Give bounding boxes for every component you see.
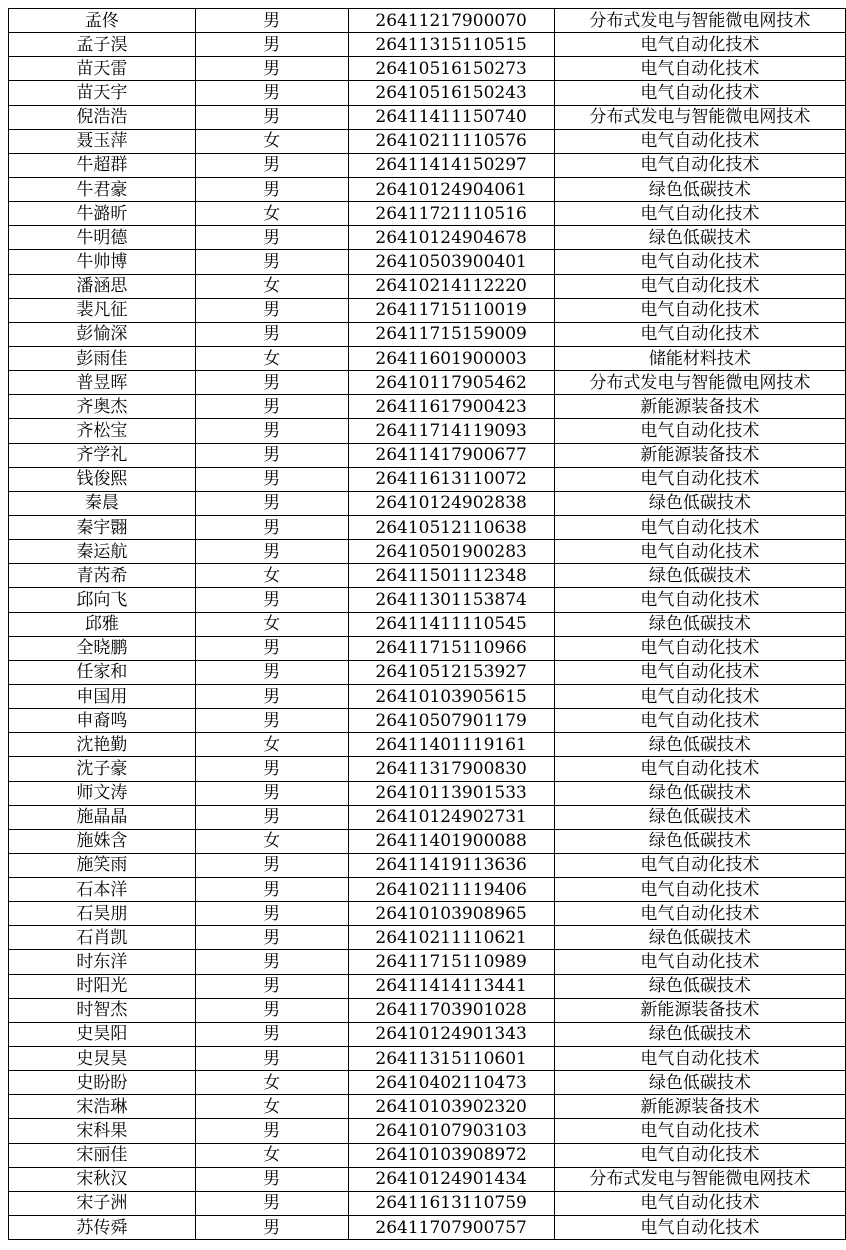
gender-cell: 男 [195,298,348,322]
major-cell: 电气自动化技术 [554,853,845,877]
exam-id-cell: 26411715159009 [348,322,554,346]
gender-cell: 男 [195,998,348,1022]
major-cell: 电气自动化技术 [554,467,845,491]
major-cell: 电气自动化技术 [554,129,845,153]
exam-id-cell: 26411703901028 [348,998,554,1022]
table-row [9,153,846,177]
name-cell: 宋秋汉 [9,1167,196,1191]
gender-cell: 男 [195,467,348,491]
major-cell: 绿色低碳技术 [554,1071,845,1095]
name-cell: 施姝含 [9,829,196,853]
table-row [9,853,846,877]
major-cell: 电气自动化技术 [554,709,845,733]
name-cell: 苗天雷 [9,57,196,81]
gender-cell: 男 [195,853,348,877]
table-row [9,129,846,153]
name-cell: 申裔鸣 [9,709,196,733]
exam-id-cell: 26411217900070 [348,9,554,33]
exam-id-cell: 26410124904061 [348,177,554,201]
table-row [9,950,846,974]
gender-cell: 女 [195,829,348,853]
exam-id-cell: 26411419113636 [348,853,554,877]
exam-id-cell: 26410211110621 [348,926,554,950]
exam-id-cell: 26411613110759 [348,1191,554,1215]
table-row [9,443,846,467]
table-row [9,226,846,250]
gender-cell: 男 [195,1047,348,1071]
major-cell: 电气自动化技术 [554,950,845,974]
table-row [9,274,846,298]
gender-cell: 男 [195,491,348,515]
exam-id-cell: 26410124902731 [348,805,554,829]
exam-id-cell: 26411315110601 [348,1047,554,1071]
major-cell: 电气自动化技术 [554,419,845,443]
exam-id-cell: 26410516150243 [348,81,554,105]
name-cell: 牛潞昕 [9,202,196,226]
name-cell: 秦晨 [9,491,196,515]
table-row [9,33,846,57]
exam-id-cell: 26410103908972 [348,1143,554,1167]
name-cell: 苗天宇 [9,81,196,105]
exam-id-cell: 26411401900088 [348,829,554,853]
table-row [9,419,846,443]
major-cell: 新能源装备技术 [554,998,845,1022]
name-cell: 史昊阳 [9,1022,196,1046]
name-cell: 钱俊熙 [9,467,196,491]
table-row [9,467,846,491]
name-cell: 石昊朋 [9,902,196,926]
name-cell: 牛超群 [9,153,196,177]
exam-id-cell: 26410103902320 [348,1095,554,1119]
table-row [9,540,846,564]
major-cell: 电气自动化技术 [554,57,845,81]
gender-cell: 女 [195,1143,348,1167]
major-cell: 储能材料技术 [554,346,845,370]
table-row [9,660,846,684]
exam-id-cell: 26410103905615 [348,684,554,708]
exam-id-cell: 26410512153927 [348,660,554,684]
exam-id-cell: 26410211110576 [348,129,554,153]
name-cell: 彭愉深 [9,322,196,346]
major-cell: 绿色低碳技术 [554,1022,845,1046]
name-cell: 牛明德 [9,226,196,250]
major-cell: 分布式发电与智能微电网技术 [554,9,845,33]
name-cell: 时东洋 [9,950,196,974]
exam-id-cell: 26410214112220 [348,274,554,298]
major-cell: 电气自动化技术 [554,1119,845,1143]
gender-cell: 男 [195,395,348,419]
table-row [9,371,846,395]
name-cell: 宋子洲 [9,1191,196,1215]
table-row [9,805,846,829]
gender-cell: 男 [195,805,348,829]
name-cell: 全晓鹏 [9,636,196,660]
name-cell: 苏传舜 [9,1216,196,1240]
major-cell: 电气自动化技术 [554,902,845,926]
name-cell: 邱雅 [9,612,196,636]
exam-id-cell: 26410124901343 [348,1022,554,1046]
gender-cell: 男 [195,57,348,81]
gender-cell: 男 [195,660,348,684]
table-row [9,1047,846,1071]
name-cell: 宋科果 [9,1119,196,1143]
name-cell: 牛帅博 [9,250,196,274]
name-cell: 齐奥杰 [9,395,196,419]
table-row [9,298,846,322]
major-cell: 绿色低碳技术 [554,829,845,853]
gender-cell: 男 [195,974,348,998]
name-cell: 师文涛 [9,781,196,805]
exam-id-cell: 26411315110515 [348,33,554,57]
table-row [9,1216,846,1240]
table-row [9,81,846,105]
table-row [9,757,846,781]
name-cell: 齐学礼 [9,443,196,467]
exam-id-cell: 26410117905462 [348,371,554,395]
exam-id-cell: 26411613110072 [348,467,554,491]
major-cell: 电气自动化技术 [554,153,845,177]
gender-cell: 男 [195,33,348,57]
major-cell: 新能源装备技术 [554,1095,845,1119]
table-row [9,684,846,708]
major-cell: 电气自动化技术 [554,540,845,564]
exam-id-cell: 26411715110966 [348,636,554,660]
exam-id-cell: 26410124902838 [348,491,554,515]
gender-cell: 女 [195,274,348,298]
gender-cell: 男 [195,371,348,395]
exam-id-cell: 26411501112348 [348,564,554,588]
name-cell: 时阳光 [9,974,196,998]
table-row [9,1143,846,1167]
gender-cell: 男 [195,1119,348,1143]
major-cell: 绿色低碳技术 [554,491,845,515]
exam-id-cell: 26411417900677 [348,443,554,467]
exam-id-cell: 26411617900423 [348,395,554,419]
gender-cell: 女 [195,202,348,226]
gender-cell: 男 [195,9,348,33]
exam-id-cell: 26410503900401 [348,250,554,274]
major-cell: 分布式发电与智能微电网技术 [554,371,845,395]
major-cell: 绿色低碳技术 [554,226,845,250]
gender-cell: 男 [195,902,348,926]
gender-cell: 女 [195,1071,348,1095]
gender-cell: 男 [195,226,348,250]
major-cell: 电气自动化技术 [554,1191,845,1215]
exam-id-cell: 26411317900830 [348,757,554,781]
major-cell: 电气自动化技术 [554,202,845,226]
name-cell: 沈子豪 [9,757,196,781]
table-row [9,829,846,853]
gender-cell: 女 [195,129,348,153]
name-cell: 任家和 [9,660,196,684]
major-cell: 电气自动化技术 [554,636,845,660]
exam-id-cell: 26410516150273 [348,57,554,81]
name-cell: 秦宇翾 [9,515,196,539]
table-row [9,926,846,950]
name-cell: 时智杰 [9,998,196,1022]
table-row [9,346,846,370]
major-cell: 电气自动化技术 [554,515,845,539]
exam-id-cell: 26410107903103 [348,1119,554,1143]
student-list-table [8,8,846,1240]
name-cell: 齐松宝 [9,419,196,443]
major-cell: 分布式发电与智能微电网技术 [554,1167,845,1191]
exam-id-cell: 26411411110545 [348,612,554,636]
table-row [9,1119,846,1143]
major-cell: 电气自动化技术 [554,1143,845,1167]
major-cell: 电气自动化技术 [554,33,845,57]
gender-cell: 女 [195,564,348,588]
name-cell: 裴凡征 [9,298,196,322]
name-cell: 秦运航 [9,540,196,564]
table-row [9,57,846,81]
exam-id-cell: 26410124901434 [348,1167,554,1191]
table-row [9,878,846,902]
gender-cell: 男 [195,515,348,539]
major-cell: 绿色低碳技术 [554,926,845,950]
gender-cell: 男 [195,81,348,105]
major-cell: 电气自动化技术 [554,878,845,902]
gender-cell: 男 [195,757,348,781]
name-cell: 青芮希 [9,564,196,588]
table-row [9,588,846,612]
gender-cell: 男 [195,1216,348,1240]
name-cell: 宋浩琳 [9,1095,196,1119]
table-row [9,1022,846,1046]
name-cell: 石本洋 [9,878,196,902]
exam-id-cell: 26410124904678 [348,226,554,250]
gender-cell: 男 [195,709,348,733]
major-cell: 电气自动化技术 [554,684,845,708]
gender-cell: 男 [195,684,348,708]
major-cell: 电气自动化技术 [554,298,845,322]
exam-id-cell: 26411707900757 [348,1216,554,1240]
exam-id-cell: 26411301153874 [348,588,554,612]
gender-cell: 男 [195,588,348,612]
name-cell: 史炅昊 [9,1047,196,1071]
table-row [9,1095,846,1119]
gender-cell: 女 [195,733,348,757]
name-cell: 史盼盼 [9,1071,196,1095]
exam-id-cell: 26411414150297 [348,153,554,177]
major-cell: 电气自动化技术 [554,1216,845,1240]
gender-cell: 男 [195,443,348,467]
table-body [9,9,846,1240]
gender-cell: 女 [195,612,348,636]
gender-cell: 男 [195,950,348,974]
table-row [9,322,846,346]
table-row [9,105,846,129]
table-row [9,636,846,660]
exam-id-cell: 26410512110638 [348,515,554,539]
table-row [9,902,846,926]
name-cell: 倪浩浩 [9,105,196,129]
exam-id-cell: 26411715110019 [348,298,554,322]
table-row [9,177,846,201]
name-cell: 孟子淏 [9,33,196,57]
exam-id-cell: 26410113901533 [348,781,554,805]
exam-id-cell: 26411414113441 [348,974,554,998]
major-cell: 电气自动化技术 [554,588,845,612]
table-row [9,998,846,1022]
gender-cell: 男 [195,177,348,201]
gender-cell: 男 [195,781,348,805]
major-cell: 绿色低碳技术 [554,564,845,588]
major-cell: 分布式发电与智能微电网技术 [554,105,845,129]
major-cell: 绿色低碳技术 [554,781,845,805]
major-cell: 绿色低碳技术 [554,974,845,998]
name-cell: 孟佟 [9,9,196,33]
name-cell: 石肖凯 [9,926,196,950]
exam-id-cell: 26411601900003 [348,346,554,370]
table-row [9,974,846,998]
table-row [9,202,846,226]
gender-cell: 男 [195,322,348,346]
name-cell: 邱向飞 [9,588,196,612]
table-row [9,491,846,515]
exam-id-cell: 26410211119406 [348,878,554,902]
major-cell: 绿色低碳技术 [554,177,845,201]
gender-cell: 男 [195,1191,348,1215]
exam-id-cell: 26410507901179 [348,709,554,733]
gender-cell: 男 [195,153,348,177]
table-row [9,1191,846,1215]
exam-id-cell: 26411411150740 [348,105,554,129]
major-cell: 绿色低碳技术 [554,612,845,636]
exam-id-cell: 26411721110516 [348,202,554,226]
major-cell: 电气自动化技术 [554,660,845,684]
exam-id-cell: 26411715110989 [348,950,554,974]
table-row [9,733,846,757]
gender-cell: 男 [195,878,348,902]
major-cell: 电气自动化技术 [554,274,845,298]
major-cell: 电气自动化技术 [554,757,845,781]
major-cell: 新能源装备技术 [554,443,845,467]
major-cell: 绿色低碳技术 [554,805,845,829]
gender-cell: 男 [195,105,348,129]
major-cell: 新能源装备技术 [554,395,845,419]
gender-cell: 男 [195,636,348,660]
name-cell: 宋丽佳 [9,1143,196,1167]
name-cell: 聂玉萍 [9,129,196,153]
name-cell: 彭雨佳 [9,346,196,370]
gender-cell: 男 [195,540,348,564]
name-cell: 施笑雨 [9,853,196,877]
exam-id-cell: 26410501900283 [348,540,554,564]
exam-id-cell: 26411401119161 [348,733,554,757]
table-row [9,1167,846,1191]
gender-cell: 女 [195,1095,348,1119]
name-cell: 牛君豪 [9,177,196,201]
gender-cell: 男 [195,1022,348,1046]
exam-id-cell: 26410103908965 [348,902,554,926]
name-cell: 施晶晶 [9,805,196,829]
table-row [9,9,846,33]
major-cell: 电气自动化技术 [554,322,845,346]
table-row [9,564,846,588]
gender-cell: 女 [195,346,348,370]
table-row [9,709,846,733]
table-row [9,1071,846,1095]
major-cell: 电气自动化技术 [554,81,845,105]
exam-id-cell: 26411714119093 [348,419,554,443]
exam-id-cell: 26410402110473 [348,1071,554,1095]
name-cell: 申国用 [9,684,196,708]
gender-cell: 男 [195,926,348,950]
table-row [9,781,846,805]
table-row [9,515,846,539]
name-cell: 沈艳勤 [9,733,196,757]
major-cell: 电气自动化技术 [554,1047,845,1071]
table-row [9,250,846,274]
table-row [9,612,846,636]
gender-cell: 男 [195,1167,348,1191]
major-cell: 电气自动化技术 [554,250,845,274]
major-cell: 绿色低碳技术 [554,733,845,757]
table-row [9,395,846,419]
name-cell: 潘涵思 [9,274,196,298]
name-cell: 普昱晖 [9,371,196,395]
gender-cell: 男 [195,250,348,274]
gender-cell: 男 [195,419,348,443]
